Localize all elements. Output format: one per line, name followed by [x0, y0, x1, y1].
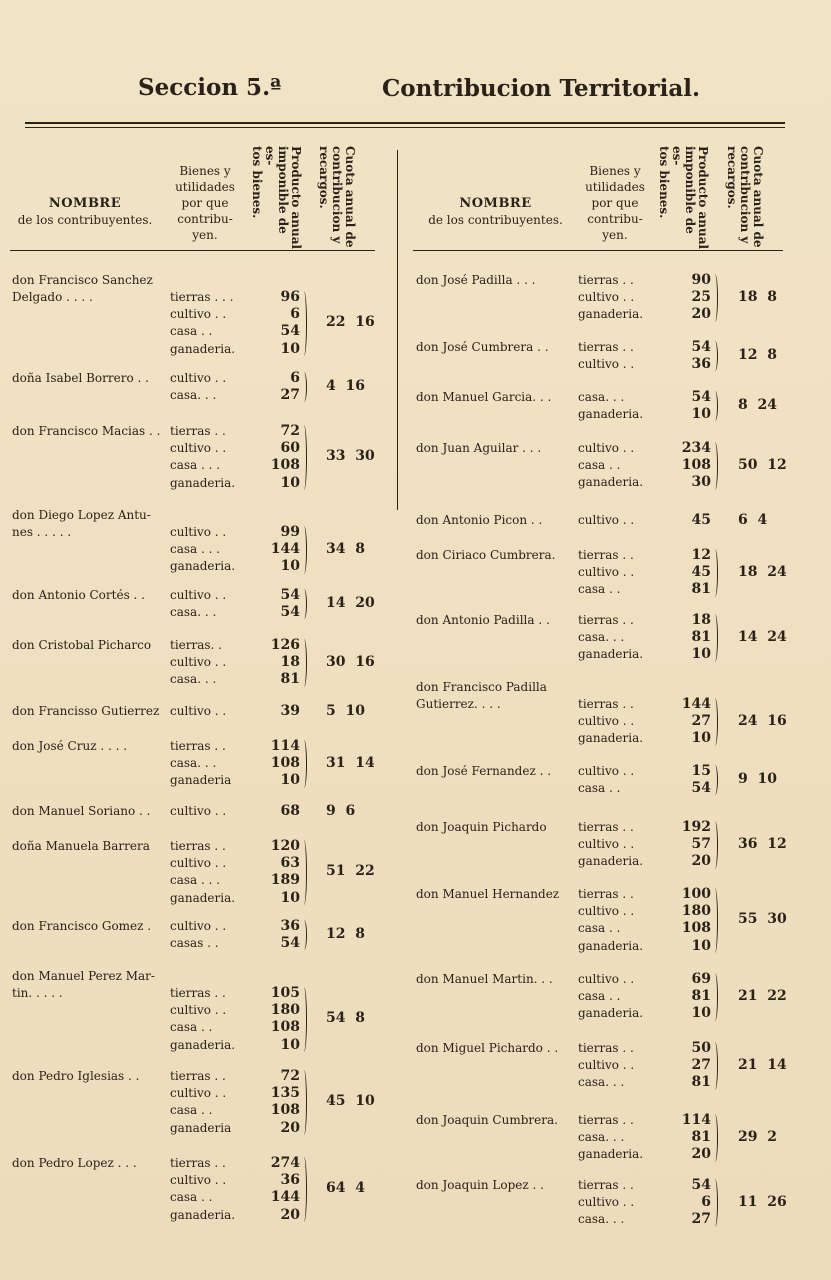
asset-type: ganaderia.	[578, 475, 644, 490]
asset-type: ganaderia.	[578, 1006, 644, 1021]
taxable-value: 81	[691, 1129, 711, 1146]
asset-type: cultivo . .	[578, 1195, 635, 1210]
contributor-name: don José Cruz . . . .	[12, 739, 128, 753]
grouping-brace	[712, 614, 718, 662]
taxable-value: 180	[270, 1002, 300, 1019]
taxable-value: 99	[280, 524, 300, 540]
taxable-value: 27	[280, 387, 300, 404]
annual-quota: 8 24	[738, 397, 777, 414]
right-nombre-label: NOMBRE	[459, 196, 532, 211]
asset-type: casa . .	[578, 781, 621, 796]
taxable-value: 135	[270, 1085, 300, 1102]
contributor-name: don José Fernandez . .	[416, 764, 552, 778]
taxable-value: 20	[280, 1119, 300, 1136]
taxable-value: 114	[681, 1112, 711, 1128]
contributor-entry	[416, 886, 801, 955]
grouping-brace	[712, 549, 718, 597]
asset-type: casa. . .	[170, 756, 217, 771]
asset-type: casa . .	[170, 324, 213, 339]
annual-quota: 55 30	[738, 911, 787, 928]
taxable-value: 25	[691, 289, 711, 306]
contributor-entry	[12, 1155, 397, 1224]
taxable-value: 192	[681, 819, 711, 835]
asset-type: tierras . .	[170, 739, 226, 753]
taxable-value: 27	[691, 713, 711, 730]
taxable-value: 18	[280, 654, 300, 671]
annual-quota: 34 8	[326, 540, 365, 557]
asset-type: casa. . .	[170, 672, 217, 687]
annual-quota: 11 26	[738, 1193, 787, 1210]
asset-type: casa . .	[170, 1190, 213, 1205]
contributor-name: doña Isabel Borrero . .	[12, 371, 149, 385]
taxable-value: 10	[280, 1036, 300, 1053]
taxable-value: 100	[681, 886, 711, 902]
contributor-name: don Cristobal Picharco	[12, 638, 152, 652]
asset-type: tierras . .	[578, 820, 634, 834]
taxable-value: 81	[691, 581, 711, 598]
grouping-brace	[301, 589, 307, 619]
contributor-name: don Diego Lopez Antu- nes . . . . .	[12, 508, 151, 539]
contributor-name: don Manuel Garcia. . .	[416, 390, 552, 404]
annual-quota: 9 6	[326, 802, 356, 819]
asset-type: cultivo . .	[170, 856, 227, 871]
taxable-value: 72	[280, 423, 300, 439]
taxable-value: 96	[280, 289, 300, 305]
grouping-brace	[301, 987, 307, 1052]
asset-type: cultivo . .	[170, 371, 227, 385]
annual-quota: 54 8	[326, 1010, 365, 1027]
contributor-entry	[12, 968, 397, 1054]
top-rule	[25, 122, 785, 124]
taxable-value: 45	[691, 564, 711, 581]
annual-quota: 33 30	[326, 448, 375, 465]
asset-type: ganaderia.	[578, 731, 644, 746]
annual-quota: 29 2	[738, 1128, 777, 1145]
contributor-name: don Joaquin Cumbrera.	[416, 1113, 558, 1127]
taxable-value: 10	[691, 406, 711, 423]
contributor-name: don Antonio Picon . .	[416, 513, 543, 527]
taxable-value: 189	[270, 872, 300, 889]
grouping-brace	[712, 973, 718, 1021]
asset-type: cultivo . .	[578, 441, 635, 455]
taxable-value: 54	[280, 935, 300, 952]
asset-type: cultivo . .	[578, 837, 635, 852]
grouping-brace	[301, 920, 307, 950]
asset-type: cultivo . .	[578, 565, 635, 580]
asset-type: ganaderia.	[170, 890, 236, 905]
asset-type: ganaderia.	[170, 559, 236, 574]
asset-type: casa . . .	[170, 542, 221, 557]
taxable-value: 274	[270, 1155, 300, 1171]
asset-type: cultivo . .	[170, 1173, 227, 1188]
asset-type: cultivo . .	[170, 525, 227, 539]
annual-quota: 5 10	[326, 702, 365, 719]
contributor-entry	[416, 1177, 801, 1229]
grouping-brace	[712, 765, 718, 795]
annual-quota: 12 8	[738, 347, 777, 364]
asset-type: casa. . .	[578, 1130, 625, 1145]
asset-type: cultivo . .	[578, 1058, 635, 1073]
annual-quota: 14 20	[326, 595, 375, 612]
taxable-value: 57	[691, 836, 711, 853]
taxable-value: 54	[691, 339, 711, 355]
taxable-value: 36	[280, 1172, 300, 1189]
taxable-value: 30	[691, 474, 711, 491]
asset-type: casa. . .	[578, 1212, 625, 1227]
taxable-value: 81	[280, 671, 300, 688]
taxable-value: 108	[681, 920, 711, 937]
asset-type: cultivo . .	[578, 513, 635, 527]
grouping-brace	[712, 698, 718, 746]
taxable-value: 114	[270, 738, 300, 754]
asset-type: ganaderia.	[170, 475, 236, 490]
asset-type: tierras . .	[170, 1069, 226, 1083]
annual-quota: 50 12	[738, 456, 787, 473]
contributor-name: don Francisco Padilla Gutierrez. . . .	[416, 680, 547, 711]
contributor-entry	[12, 423, 397, 492]
taxable-value: 108	[270, 1102, 300, 1119]
taxable-value: 15	[691, 763, 711, 779]
grouping-brace	[712, 1179, 718, 1227]
left-nombre-label: NOMBRE	[48, 196, 122, 211]
taxable-value: 60	[280, 440, 300, 457]
annual-quota: 4 16	[326, 378, 365, 395]
asset-type: cultivo . .	[578, 714, 635, 729]
grouping-brace	[301, 740, 307, 788]
taxable-value: 6	[290, 370, 300, 386]
asset-type: cultivo . .	[578, 357, 635, 372]
grouping-brace	[712, 391, 718, 421]
asset-type: casa . . .	[170, 458, 221, 473]
taxable-value: 108	[270, 457, 300, 474]
asset-type: casa. . .	[578, 1075, 625, 1090]
contributor-name: don Pedro Lopez . . .	[12, 1156, 137, 1170]
top-rule-thin	[25, 127, 785, 128]
asset-type: ganaderia	[170, 1120, 232, 1135]
asset-type: casa . .	[578, 921, 621, 936]
contributor-name: don Manuel Soriano . .	[12, 804, 151, 818]
contributor-name: don José Cumbrera . .	[416, 340, 549, 354]
taxable-value: 18	[691, 612, 711, 628]
asset-type: cultivo . .	[578, 972, 635, 986]
asset-type: cultivo . .	[170, 441, 227, 456]
asset-type: ganaderia.	[170, 1037, 236, 1052]
asset-type: tierras . . .	[170, 290, 234, 304]
asset-type: tierras . .	[578, 340, 634, 354]
asset-type: tierras . .	[578, 1113, 634, 1127]
annual-quota: 6 4	[738, 511, 768, 528]
asset-type: tierras . .	[170, 986, 226, 1000]
annual-quota: 45 10	[326, 1093, 375, 1110]
grouping-brace	[712, 821, 718, 869]
taxable-value: 54	[280, 587, 300, 603]
taxable-value: 81	[691, 629, 711, 646]
taxable-value: 10	[280, 889, 300, 906]
taxable-value: 10	[691, 1005, 711, 1022]
asset-type: casas . .	[170, 936, 219, 951]
contributor-name: don Juan Aguilar . . .	[416, 441, 542, 455]
asset-type: ganaderia.	[578, 938, 644, 953]
taxable-value: 108	[270, 1019, 300, 1036]
asset-type: tierras . .	[578, 1041, 634, 1055]
asset-type: tierras . .	[170, 1156, 226, 1170]
asset-type: ganaderia.	[170, 341, 236, 356]
asset-type: casa . .	[170, 1103, 213, 1118]
annual-quota: 64 4	[326, 1180, 365, 1197]
taxable-value: 180	[681, 903, 711, 920]
taxable-value: 50	[691, 1040, 711, 1056]
taxable-value: 234	[681, 440, 711, 456]
column-divider	[397, 150, 398, 510]
contributor-name: doña Manuela Barrera	[12, 839, 150, 853]
right-header-nombre	[413, 196, 578, 228]
asset-type: casa. . .	[578, 630, 625, 645]
taxable-value: 54	[691, 780, 711, 797]
asset-type: ganaderia.	[578, 1147, 644, 1162]
taxable-value: 10	[280, 340, 300, 357]
contributor-entry	[12, 272, 397, 358]
taxable-value: 144	[681, 696, 711, 712]
contributor-entry	[12, 738, 397, 790]
taxable-value: 105	[270, 985, 300, 1001]
right-contribuyentes-label: de los contribuyentes.	[428, 213, 563, 227]
asset-type: tierras . .	[578, 697, 634, 711]
taxable-value: 54	[280, 604, 300, 621]
annual-quota: 9 10	[738, 771, 777, 788]
asset-type: ganaderia.	[578, 647, 644, 662]
taxable-value: 144	[270, 1189, 300, 1206]
asset-type: cultivo . .	[578, 904, 635, 919]
right-header-rule	[413, 250, 783, 251]
taxable-value: 81	[691, 1074, 711, 1091]
taxable-value: 54	[691, 389, 711, 405]
annual-quota: 18 8	[738, 288, 777, 305]
asset-type: casa. . .	[578, 390, 625, 404]
contributor-entry	[416, 547, 801, 599]
grouping-brace	[301, 425, 307, 490]
asset-type: casa . .	[578, 458, 621, 473]
contributor-name: don Francisso Gutierrez	[12, 704, 160, 718]
right-header-bienes: Bienes y utilidades por que contribu- yen.	[585, 164, 645, 242]
taxable-value: 69	[691, 971, 711, 987]
contributor-entry	[12, 918, 397, 952]
annual-quota: 12 8	[326, 926, 365, 943]
contributor-entry	[416, 512, 801, 546]
asset-type: casa . .	[578, 582, 621, 597]
contributor-name: don Francisco Sanchez Delgado . . . .	[12, 273, 153, 304]
asset-type: cultivo . .	[578, 290, 635, 305]
annual-quota: 21 14	[738, 1056, 787, 1073]
annual-quota: 22 16	[326, 314, 375, 331]
taxable-value: 20	[691, 853, 711, 870]
contributor-name: don Pedro Iglesias . .	[12, 1069, 140, 1083]
contributor-entry	[12, 637, 397, 689]
contributor-name: don Ciriaco Cumbrera.	[416, 548, 556, 562]
taxable-value: 10	[280, 474, 300, 491]
asset-type: tierras . .	[578, 273, 634, 287]
asset-type: cultivo . .	[170, 1003, 227, 1018]
annual-quota: 30 16	[326, 653, 375, 670]
grouping-brace	[301, 526, 307, 574]
asset-type: cultivo . .	[170, 919, 227, 933]
taxable-value: 90	[691, 272, 711, 288]
annual-quota: 36 12	[738, 835, 787, 852]
contributor-name: don Joaquin Lopez . .	[416, 1178, 544, 1192]
contributor-entry	[12, 587, 397, 621]
annual-quota: 18 24	[738, 563, 787, 580]
taxable-value: 10	[691, 730, 711, 747]
asset-type: tierras . .	[170, 424, 226, 438]
asset-type: cultivo . .	[170, 588, 227, 602]
contributor-name: don Manuel Perez Mar- tin. . . . .	[12, 969, 155, 1000]
taxable-value: 54	[691, 1177, 711, 1193]
taxable-value: 6	[701, 1194, 711, 1211]
taxable-value: 39	[280, 703, 300, 719]
taxable-value: 54	[280, 323, 300, 340]
left-header-producto: Producto anual imponible de es- tos bienes.	[250, 146, 303, 250]
asset-type: casa. . .	[170, 605, 217, 620]
taxable-value: 45	[691, 512, 711, 528]
grouping-brace	[301, 372, 307, 402]
grouping-brace	[712, 442, 718, 490]
grouping-brace	[712, 341, 718, 371]
taxable-value: 126	[270, 637, 300, 653]
grouping-brace	[712, 1042, 718, 1090]
asset-type: casa . .	[578, 989, 621, 1004]
taxable-value: 12	[691, 547, 711, 563]
taxable-value: 27	[691, 1057, 711, 1074]
asset-type: tierras . .	[578, 1178, 634, 1192]
asset-type: tierras . .	[578, 548, 634, 562]
taxable-value: 108	[681, 457, 711, 474]
section-heading: Seccion 5.ª	[138, 74, 282, 101]
contributor-entry	[416, 679, 801, 748]
contributor-entry	[12, 507, 397, 576]
asset-type: cultivo . .	[170, 804, 227, 818]
left-header-cuota: Cuota anual de contribucion y recargos.	[317, 146, 357, 248]
grouping-brace	[712, 1114, 718, 1162]
left-header-bienes: Bienes y utilidades por que contribu- yen.	[175, 164, 235, 242]
annual-quota: 51 22	[326, 863, 375, 880]
contributor-entry	[12, 1068, 397, 1137]
contributor-entry	[416, 763, 801, 797]
asset-type: cultivo . .	[170, 307, 227, 322]
contributor-entry	[416, 612, 801, 664]
contributor-entry	[416, 339, 801, 373]
contributor-name: don Antonio Padilla . .	[416, 613, 550, 627]
asset-type: ganaderia.	[578, 854, 644, 869]
contributor-entry	[12, 838, 397, 907]
contributor-entry	[416, 1112, 801, 1164]
asset-type: tierras. .	[170, 638, 222, 652]
asset-type: casa . .	[170, 1020, 213, 1035]
contributor-entry	[12, 803, 397, 837]
grouping-brace	[301, 840, 307, 905]
annual-quota: 14 24	[738, 628, 787, 645]
asset-type: cultivo . .	[578, 764, 635, 778]
grouping-brace	[301, 291, 307, 356]
taxable-value: 81	[691, 988, 711, 1005]
taxable-value: 6	[290, 306, 300, 323]
annual-quota: 24 16	[738, 712, 787, 729]
contributor-entry	[416, 1040, 801, 1092]
taxable-value: 27	[691, 1211, 711, 1228]
contributor-entry	[416, 819, 801, 871]
contributor-entry	[416, 389, 801, 423]
asset-type: ganaderia.	[578, 307, 644, 322]
taxable-value: 20	[280, 1206, 300, 1223]
left-contribuyentes-label: de los contribuyentes.	[17, 213, 153, 227]
contributor-entry	[12, 370, 397, 404]
contributor-name: don Joaquin Pichardo	[416, 820, 547, 834]
asset-type: tierras . .	[578, 613, 634, 627]
contributor-entry	[12, 703, 397, 737]
left-header-nombre	[10, 196, 160, 228]
grouping-brace	[301, 639, 307, 687]
asset-type: ganaderia.	[578, 407, 644, 422]
taxable-value: 72	[280, 1068, 300, 1084]
taxable-value: 120	[270, 838, 300, 854]
grouping-brace	[301, 1157, 307, 1222]
contributor-entry	[416, 971, 801, 1023]
annual-quota: 21 22	[738, 987, 787, 1004]
right-header-producto: Producto anual imponible de es- tos bienes.	[657, 146, 710, 250]
asset-type: casa. . .	[170, 388, 217, 403]
grouping-brace	[301, 1070, 307, 1135]
taxable-value: 68	[280, 803, 300, 819]
taxable-value: 20	[691, 1146, 711, 1163]
grouping-brace	[712, 888, 718, 953]
contributor-name: don Manuel Hernandez	[416, 887, 560, 901]
asset-type: cultivo . .	[170, 1086, 227, 1101]
contributor-name: don Francisco Gomez .	[12, 919, 152, 933]
asset-type: casa . . .	[170, 873, 221, 888]
contributor-name: don Antonio Cortés . .	[12, 588, 145, 602]
asset-type: ganaderia	[170, 773, 232, 788]
contributor-name: don Francisco Macias . .	[12, 424, 161, 438]
asset-type: cultivo . .	[170, 704, 227, 718]
left-header-rule	[10, 250, 375, 251]
contributor-name: don Miguel Pichardo . .	[416, 1041, 559, 1055]
asset-type: tierras . .	[170, 839, 226, 853]
taxable-value: 36	[280, 918, 300, 934]
contributor-entry	[416, 272, 801, 324]
taxable-value: 63	[280, 855, 300, 872]
grouping-brace	[712, 274, 718, 322]
page-title: Contribucion Territorial.	[382, 75, 701, 102]
taxable-value: 10	[280, 772, 300, 789]
asset-type: ganaderia.	[170, 1207, 236, 1222]
taxable-value: 36	[691, 356, 711, 373]
asset-type: cultivo . .	[170, 655, 227, 670]
annual-quota: 31 14	[326, 754, 375, 771]
contributor-entry	[416, 440, 801, 492]
taxable-value: 10	[691, 646, 711, 663]
taxable-value: 108	[270, 755, 300, 772]
taxable-value: 10	[691, 937, 711, 954]
taxable-value: 10	[280, 558, 300, 575]
taxable-value: 20	[691, 306, 711, 323]
contributor-name: don José Padilla . . .	[416, 273, 536, 287]
right-header-cuota: Cuota anual de contribucion y recargos.	[725, 146, 765, 248]
contributor-name: don Manuel Martin. . .	[416, 972, 553, 986]
asset-type: tierras . .	[578, 887, 634, 901]
taxable-value: 144	[270, 541, 300, 558]
